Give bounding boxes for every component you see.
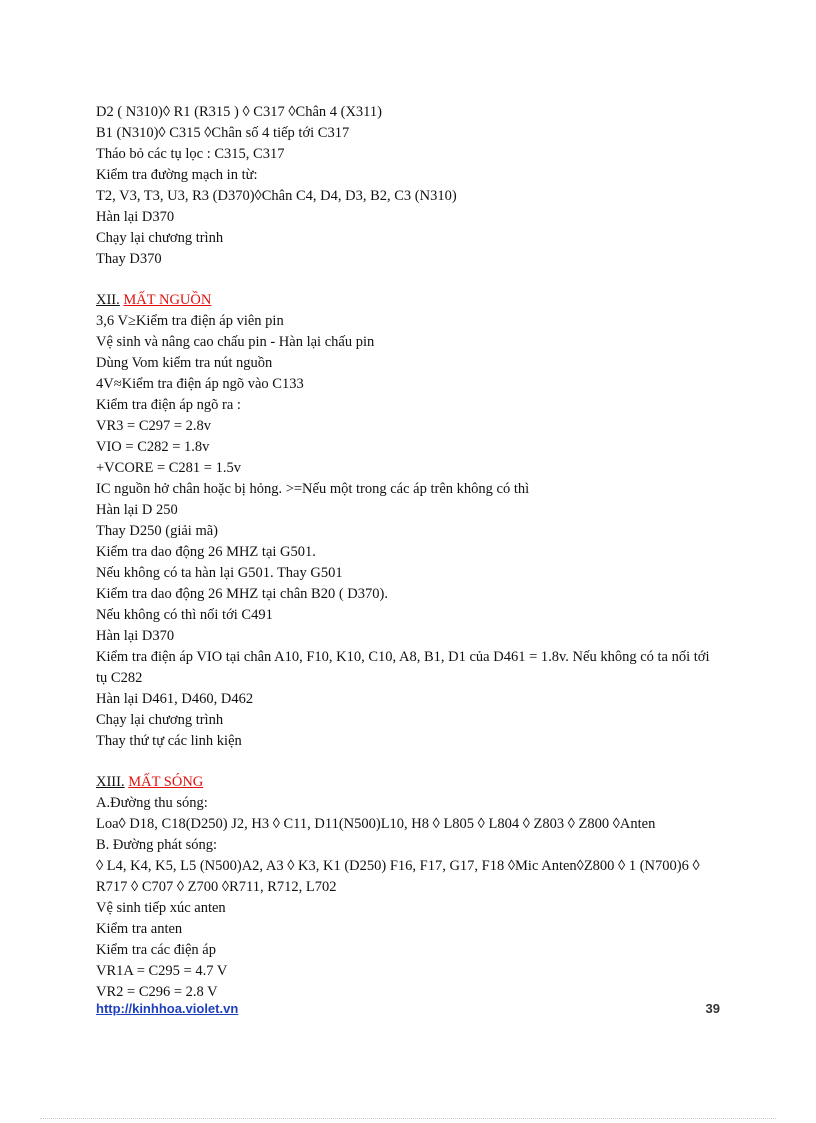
text-line: Loa◊ D18, C18(D250) J2, H3 ◊ C11, D11(N500)L10, H8 ◊ L805 ◊ L804 ◊ Z803 ◊ Z800 ◊Anten: [96, 816, 656, 832]
text-line: R717 ◊ C707 ◊ Z700 ◊R711, R712, L702: [96, 879, 337, 895]
text-line: Vệ sinh và nâng cao chấu pin - Hàn lại chấu pin: [96, 334, 375, 350]
text-line: +VCORE = C281 = 1.5v: [96, 460, 241, 476]
text-line: Kiểm tra dao động 26 MHZ tại G501.: [96, 544, 316, 560]
section-title: MẤT SÓNG: [128, 774, 204, 790]
text-line: Kiểm tra anten: [96, 921, 183, 937]
text-line: Thay D250 (giải mã): [96, 523, 219, 539]
text-line: VIO = C282 = 1.8v: [96, 439, 210, 455]
text-line: A.Đường thu sóng:: [96, 795, 208, 811]
section-mat-nguon: [96, 290, 726, 752]
text-line: Nếu không có ta hàn lại G501. Thay G501: [96, 565, 343, 581]
intro-block: [96, 102, 726, 270]
text-line: VR1A = C295 = 4.7 V: [96, 963, 228, 979]
text-line: Hàn lại D 250: [96, 502, 178, 518]
text-line: Hàn lại D370: [96, 628, 175, 644]
text-line: Thay D370: [96, 251, 162, 267]
page-footer: [96, 1001, 720, 1021]
section-mat-song: [96, 772, 726, 1003]
text-line: 3,6 V≥Kiểm tra điện áp viên pin: [96, 313, 284, 329]
text-line: Thay thứ tự các linh kiện: [96, 733, 242, 749]
text-line: Kiểm tra đường mạch in từ:: [96, 167, 258, 183]
text-line: Chạy lại chương trình: [96, 230, 224, 246]
text-line: Nếu không có thì nối tới C491: [96, 607, 273, 623]
text-line: Vệ sinh tiếp xúc anten: [96, 900, 226, 916]
section-number: XII.: [96, 292, 120, 308]
text-line: tụ C282: [96, 670, 143, 686]
section-number: XIII.: [96, 774, 125, 790]
text-line: Kiểm tra dao động 26 MHZ tại chân B20 ( D370).: [96, 586, 388, 602]
footer-link[interactable]: http://kinhhoa.violet.vn: [96, 1001, 239, 1016]
text-line: D2 ( N310)◊ R1 (R315 ) ◊ C317 ◊Chân 4 (X311): [96, 104, 382, 120]
page-number: 39: [705, 1001, 720, 1016]
text-line: Hàn lại D370: [96, 209, 175, 225]
section-heading: [96, 290, 726, 311]
text-line: Kiểm tra điện áp VIO tại chân A10, F10, K10, C10, A8, B1, D1 của D461 = 1.8v. Nếu không có ta nối tới: [96, 649, 710, 665]
text-line: T2, V3, T3, U3, R3 (D370)◊Chân C4, D4, D3, B2, C3 (N310): [96, 188, 457, 204]
page-divider: [40, 1118, 776, 1119]
text-line: ◊ L4, K4, K5, L5 (N500)A2, A3 ◊ K3, K1 (D250) F16, F17, G17, F18 ◊Mic Anten◊Z800 ◊ 1 (N700)6 ◊: [96, 858, 700, 874]
text-line: VR3 = C297 = 2.8v: [96, 418, 212, 434]
text-line: B1 (N310)◊ C315 ◊Chân số 4 tiếp tới C317: [96, 125, 350, 141]
text-line: Kiểm tra điện áp ngõ ra :: [96, 397, 241, 413]
section-heading: [96, 772, 726, 793]
text-line: VR2 = C296 = 2.8 V: [96, 984, 218, 1000]
text-line: Tháo bỏ các tụ lọc : C315, C317: [96, 146, 285, 162]
text-line: Kiểm tra các điện áp: [96, 942, 216, 958]
text-line: B. Đường phát sóng:: [96, 837, 218, 853]
text-line: Dùng Vom kiểm tra nút nguồn: [96, 355, 273, 371]
text-line: IC nguồn hở chân hoặc bị hỏng. >=Nếu một trong các áp trên không có thì: [96, 481, 530, 497]
text-line: Chạy lại chương trình: [96, 712, 224, 728]
page-content: [96, 102, 726, 1003]
section-title: MẤT NGUỒN: [123, 292, 212, 308]
text-line: Hàn lại D461, D460, D462: [96, 691, 254, 707]
text-line: 4V≈Kiểm tra điện áp ngõ vào C133: [96, 376, 304, 392]
